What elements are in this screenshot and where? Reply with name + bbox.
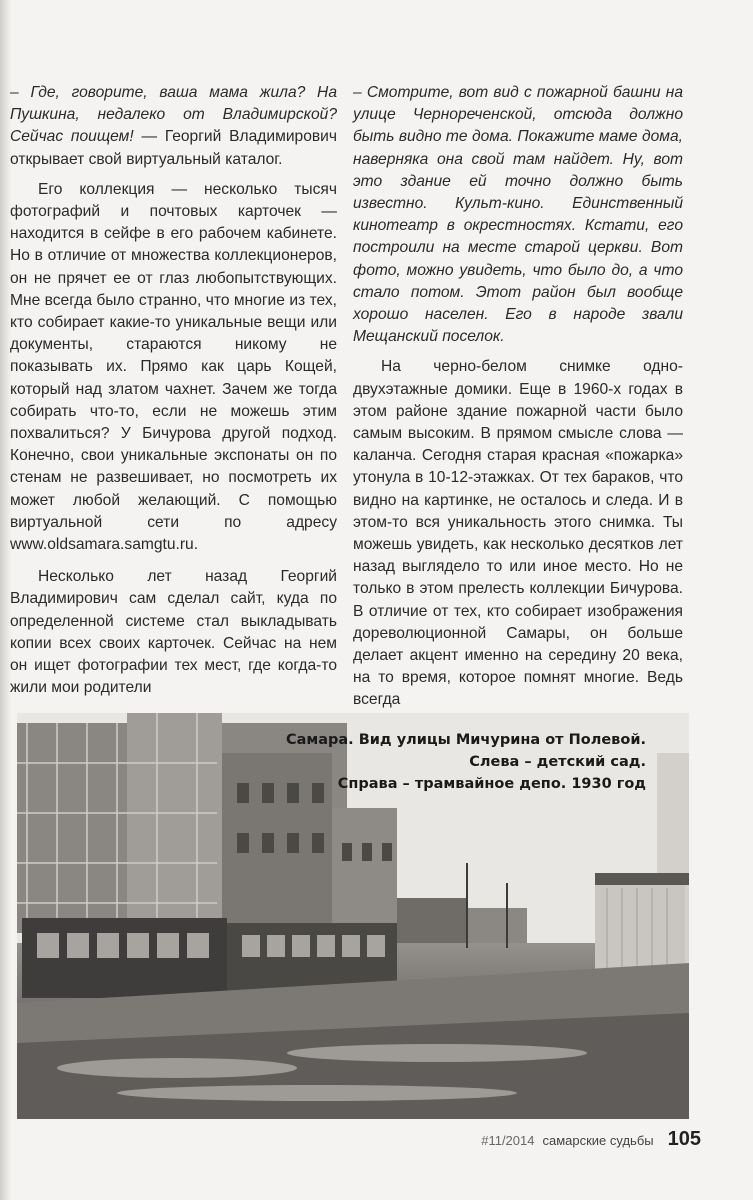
paragraph-dialogue: – Смотрите, вот вид с пожарной башни на улице Чернореченской, отсюда должно быть видно те дома. Покажите маме дома, наверняка она свой там найдет. Ну, вот это здание ей точно должно быть известно. Культ-кино. Единственный кинотеатр в окрестностях. Кстати, его построили на месте старой церкви. Вот фото, можно увидеть, что было до, а что стало потом. Этот район был вообще хорошо населен. Его в народе звали Мещанский поселок.: [353, 84, 683, 346]
paragraph: Его коллекция — несколько тысяч фотографий и почтовых карточек — находится в сейфе в его рабочем кабинете. Но в отличие от множества коллекционеров, он не прячет ее от глаз любопытствующих. Мне всегда было странно, что многие из тех, кто собирает какие-то уникальные вещи или документы, стараются никому не показывать их. Прямо как царь Кощей, который над златом чахнет. Зачем же тогда собирать что-то, если не можешь этим похвалиться? У Бичурова другой подход. Конечно, свои уникальные экспонаты он по стенам не развешивает, но посмотреть их может любой желающий. С помощью виртуальной сети по адресу www.oldsamara.samgtu.ru.: [10, 180, 337, 554]
article-column-right: [353, 82, 683, 722]
page-number: 105: [667, 1128, 701, 1150]
caption-line: Самара. Вид улицы Мичурина от Полевой.: [285, 732, 646, 748]
article-column-left: [10, 82, 337, 709]
paragraph-dialogue: [10, 82, 337, 171]
photo-caption: [286, 729, 646, 795]
paragraph: На черно-белом снимке одно-двухэтажные домики. Еще в 1960-х годах в этом районе здание пожарной части было самым высоким. В прямом смысле слова — каланча. Сегодня старая красная «пожарка» утонула в 10-12-этажках. От тех бараков, что видно на картинке, не осталось и следа. И в этом-то вся уникальность этого снимка. Ты можешь увидеть, как несколько десятков лет назад выглядело то или иное место. Но не только в этом прелесть коллекции Бичурова. В отличие от тех, кто собирает изображения дореволюционной Самары, он больше делает акцент именно на середину 20 века, на то время, которое помнят многие. Ведь всегда: [353, 358, 683, 709]
page-footer: [481, 1128, 701, 1151]
narration-text: — Георгий Владимирович открывает свой виртуальный каталог.: [10, 128, 337, 168]
issue-number: #11/2014: [481, 1133, 535, 1148]
historic-photo: [17, 713, 689, 1119]
caption-line: Справа – трамвайное депо. 1930 год: [337, 776, 646, 792]
magazine-name: самарские судьбы: [542, 1133, 654, 1148]
quote-text: – Где, говорите, ваша мама жила? На Пушкина, недалеко от Владимирской? Сейчас поищем!: [10, 84, 337, 146]
paragraph: Несколько лет назад Георгий Владимирович сам сделал сайт, куда по определенной системе стал выкладывать копии всех своих карточек. Сейчас на нем он ищет фотографии тех мест, где когда-то жили мои родители: [10, 568, 337, 697]
caption-line: Слева – детский сад.: [469, 754, 646, 770]
